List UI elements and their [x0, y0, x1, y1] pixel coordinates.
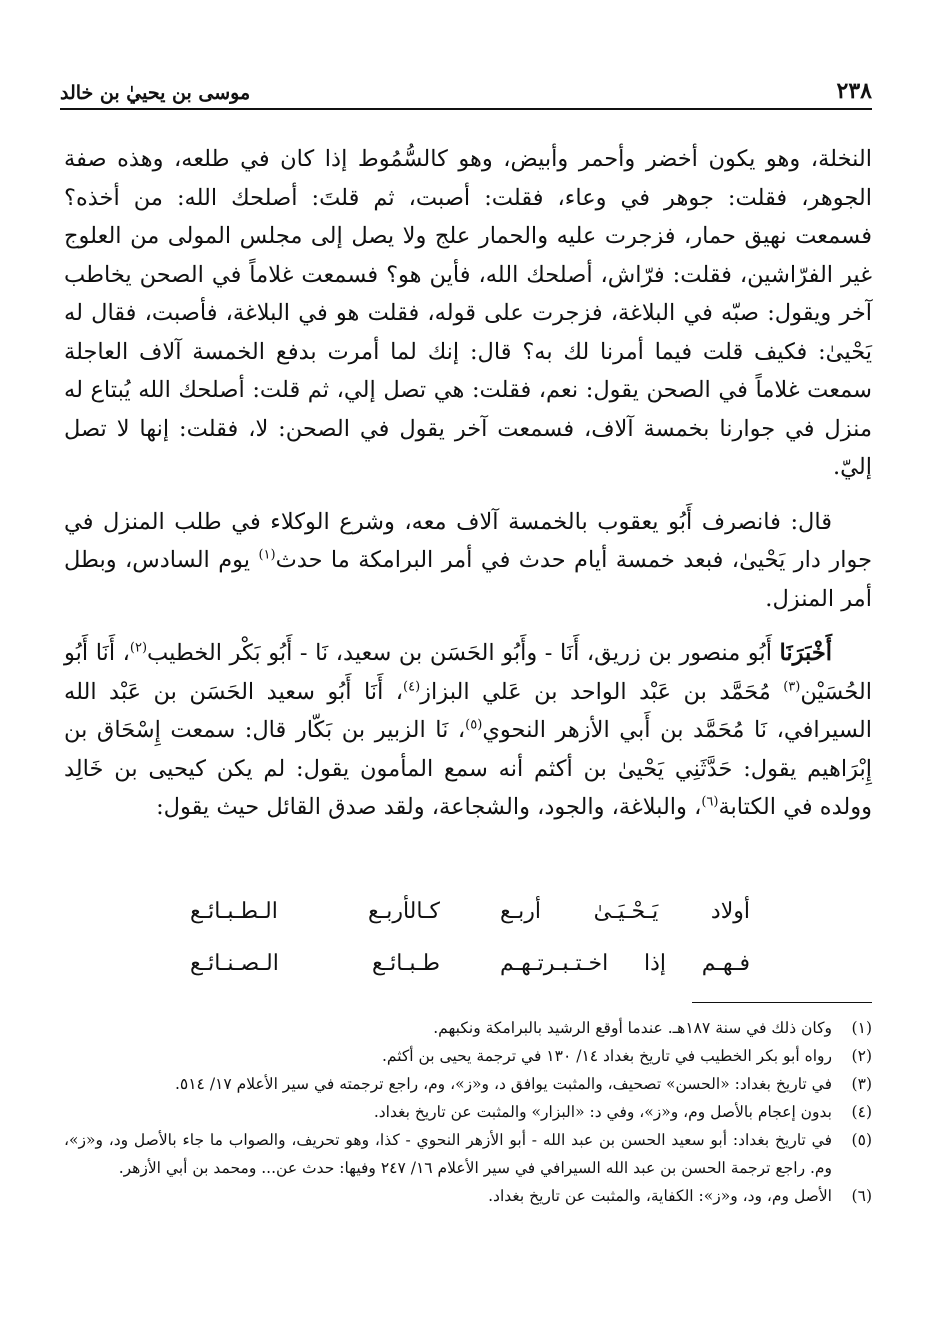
footnote-ref-6: (٦): [701, 794, 719, 810]
footnote-text: بدون إعجام بالأصل وم، و«ز»، وفي د: «البزار» والمثبت عن تاريخ بغداد.: [373, 1103, 832, 1121]
footnote-text: وكان ذلك في سنة ١٨٧هـ. عندما أوقع الرشيد بالبرامكة ونكبهم.: [433, 1019, 832, 1037]
paragraph-3-part-c: مُحَمَّد بن عَبْد الواحد بن عَلي البزاز: [420, 678, 784, 705]
footnote-ref-3: (٣): [783, 679, 801, 694]
paragraph-3-part-a: أَبُو منصور بن زريق، أَنَا - وأَبُو الحَسَن بن سعيد، نَا - أَبُو بَكْر الخطيب: [147, 640, 780, 666]
verse-first-hemistich: أولاد يَـحْـيَـىٰ أربـع: [500, 898, 750, 924]
footnote-text: الأصل وم، ود، و«ز»: الكفاية، والمثبت عن تاريخ بغداد.: [488, 1187, 832, 1205]
verse-line: [190, 937, 750, 989]
footnote-number: (٢): [851, 1047, 872, 1065]
footnote-ref-1: (١): [258, 547, 276, 563]
verse-line: [190, 885, 750, 937]
footnote-ref-4: (٤): [403, 679, 421, 694]
footnote-ref-5: (٥): [465, 717, 483, 733]
verse-first-hemistich: فـهـم إذا اخـتـبـرتـهـم: [500, 950, 750, 976]
footnotes: [64, 1014, 872, 1210]
running-head: [60, 72, 872, 110]
footnote: [64, 1098, 872, 1126]
footnote: [64, 1014, 872, 1042]
paragraph-3: [64, 634, 872, 827]
footnote-text: في تاريخ بغداد: أبو سعيد الحسن بن عبد الله - أبو الأزهر النحوي - كذا، وهو تحريف، والصواب ما جاء بالأصل ود، و«ز»، وم. راجع ترجمة الحسن بن عبد الله السيرافي في سير الأعلام ١٦/ ٢٤٧ وفيها: حدث عن... ومحمد بن أبي الأزهر.: [64, 1131, 832, 1177]
paragraph-1: النخلة، وهو يكون أخضر وأحمر وأبيض، وهو كالسُّمُوط إذا كان في طلعه، وهذه صفة الجوهر، فقلت: جوهر في وعاء، فقلت: أصبت، ثم قلتَ: أصلحك الله: من أخذه؟ فسمعت نهيق حمار، فزجرت عليه والحمار علج ولا يصل إلى مجلس المولى من العلوج غير الفرّاشين، فقلت: فرّاش، أصلحك الله، فأين هو؟ فسمعت غلاماً في الصحن يخاطب آخر ويقول: صبّه في البلاغة، فزجرت على قوله، فقلت هو في البلاغة، فأصبت، فقال له يَحْيىٰ: فكيف قلت فيما أمرنا لك به؟ قال: إنك لما أمرت بدفع الخمسة آلاف العاجلة سمعت غلاماً في الصحن يقول: نعم، فقلت: هي تصل إلي، ثم قلت: أصلحك الله يُبتاع له منزل في جوارنا بخمسة آلاف، فسمعت آخر يقول في الصحن: لا، فقلت: إنها لا تصل إليّ.: [64, 146, 872, 480]
page-number: ٢٣٨: [836, 78, 872, 104]
footnote-number: (١): [851, 1019, 872, 1037]
footnote-text: رواه أبو بكر الخطيب في تاريخ بغداد ١٤/ ١٣٠ في ترجمة يحيى بن أكثم.: [381, 1047, 832, 1065]
paragraph-2: [64, 503, 872, 619]
poem-verses: [190, 885, 750, 989]
akhbarana-keyword: أَخْبَرَنَا: [779, 640, 832, 666]
paragraph-3-part-f: ، والبلاغة، والجود، والشجاعة، ولقد صدق القائل حيث يقول:: [156, 794, 702, 820]
footnote-ref-2: (٢): [129, 640, 148, 656]
paragraph-3-part-d: ، أَنَا أَبُو سعيد الحَسَن بن عَبْد الله السيرافي، نَا مُحَمَّد بن أَبي الأزهر النحوي: [64, 678, 873, 743]
footnote-number: (٣): [851, 1075, 872, 1093]
running-title: موسى بن يحييٰ بن خالد: [60, 82, 251, 104]
footnote: [64, 1070, 872, 1098]
paragraph-2-part-a: قال: فانصرف أَبُو يعقوب بالخمسة آلاف معه، وشرع الوكلاء في طلب المنزل في جوار دار يَحْيىٰ، فبعد خمسة أيام حدث في أمر البرامكة ما حدث: [64, 508, 872, 573]
verse-second-hemistich: كـالأربـع الـطـبـائـع: [190, 898, 440, 924]
footnote-text: في تاريخ بغداد: «الحسن» تصحيف، والمثبت يوافق د، و«ز»، وم، راجع ترجمته في سير الأعلام ١٧/ ٥١٤.: [174, 1075, 832, 1093]
paragraph-2-part-b: يوم السادس، وبطل أمر المنزل.: [64, 547, 872, 612]
footnote-number: (٤): [851, 1103, 872, 1121]
footnote: [64, 1042, 872, 1070]
body-text: [64, 140, 872, 827]
footnote-number: (٥): [851, 1131, 872, 1149]
footnote: [64, 1126, 872, 1182]
verse-second-hemistich: طـبـائـع الـصـنـائـع: [190, 950, 440, 976]
footnote-number: (٦): [851, 1187, 872, 1205]
footnote: [64, 1182, 872, 1210]
footnote-separator: [692, 1002, 872, 1003]
paragraph-3-part-e: ، نَا الزبير بن بَكّار قال: سمعت إِسْحَاق بن إِبْرَاهيم يقول: حَدَّثَنِي يَحْيىٰ بن أكثم أنه سمع المأمون يقول: لم يكن كيحيى بن خَالِد وولده في الكتابة: [64, 717, 872, 820]
paragraph-3-part-b: ، أَنَا أَبُو الحُسَيْن: [64, 640, 872, 705]
